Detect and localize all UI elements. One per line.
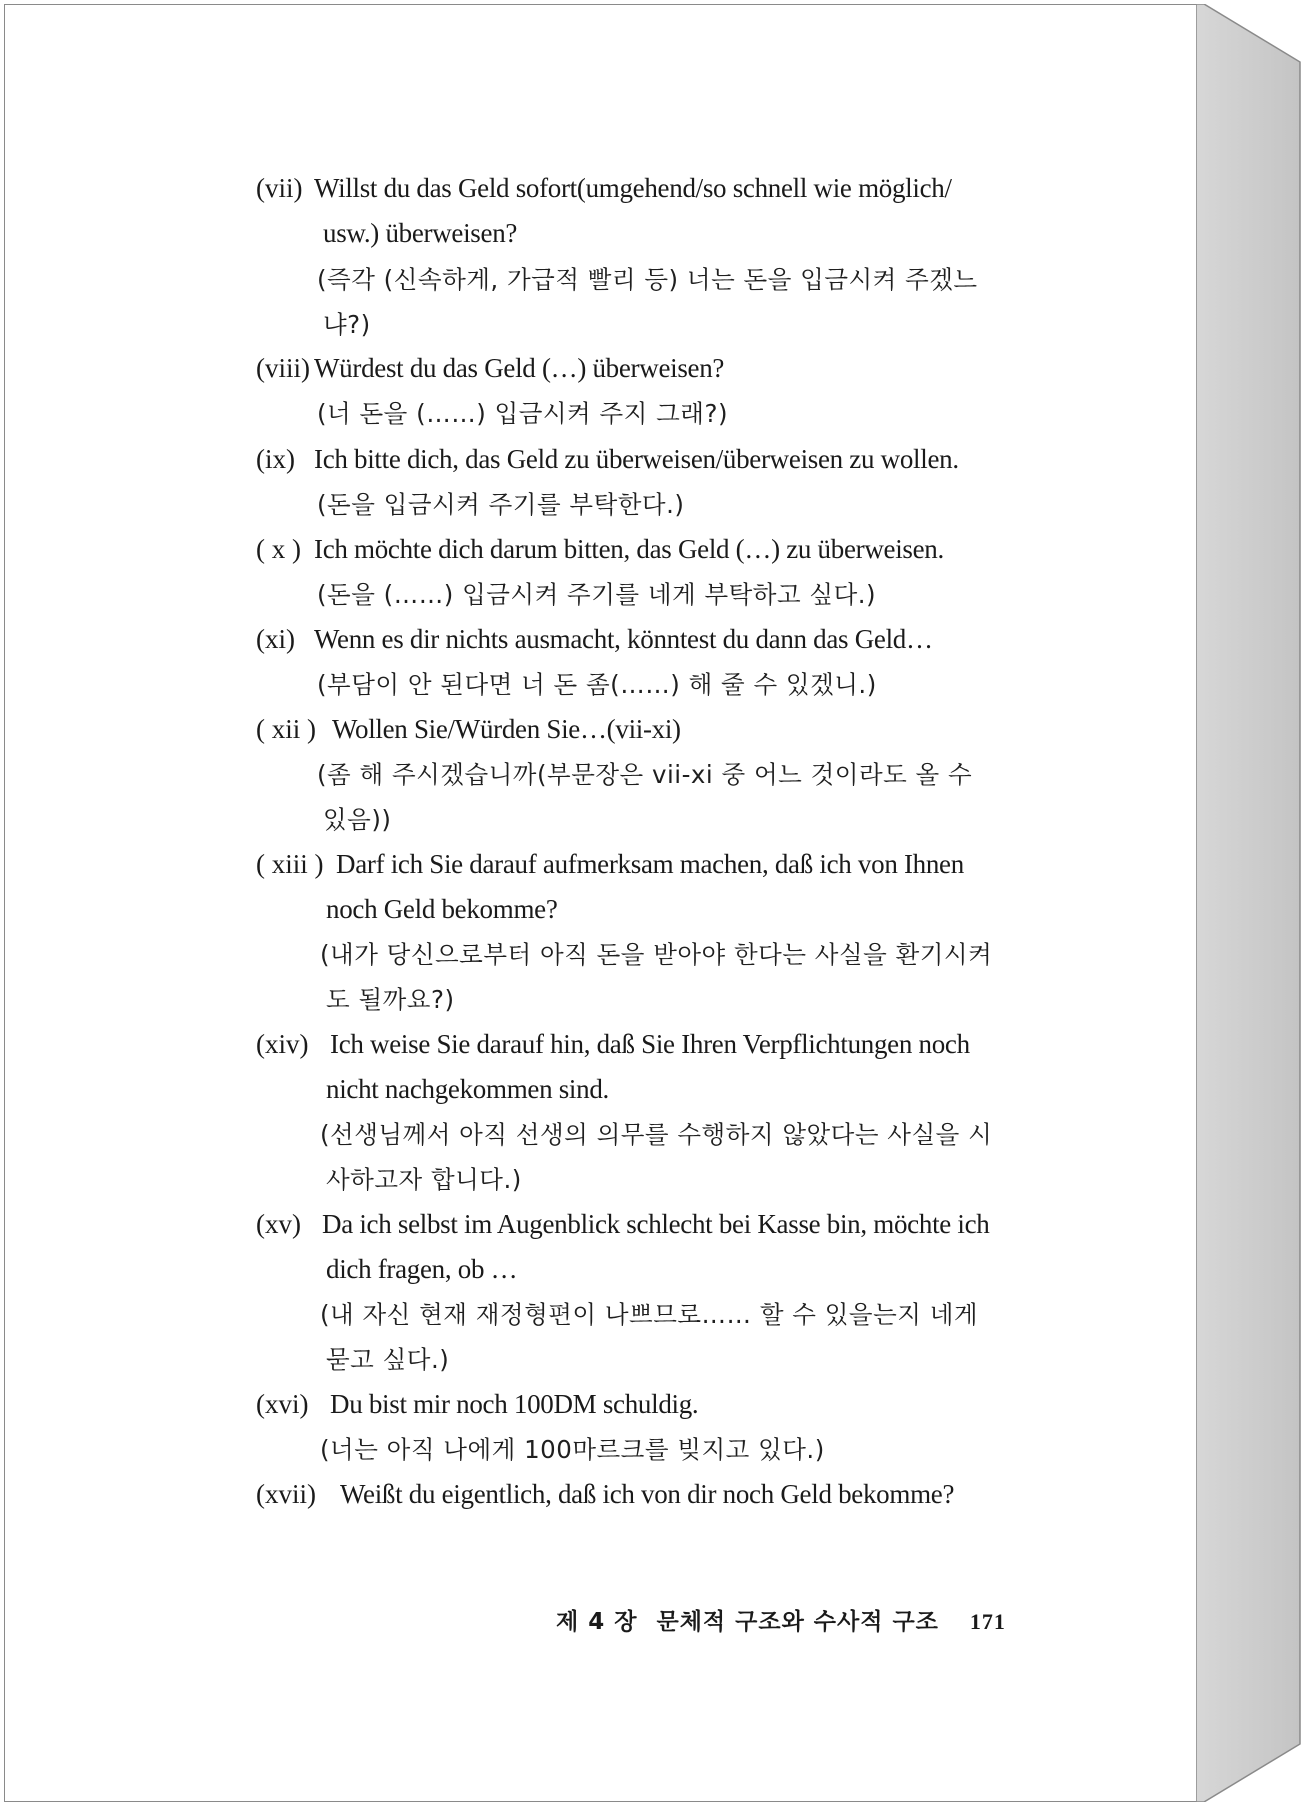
entry-number: (xv) [256, 1209, 301, 1239]
entry-number: ( x ) [256, 534, 301, 564]
page-number: 171 [969, 1609, 1006, 1634]
entry-number: (viii) [256, 353, 310, 383]
german-sentence: Ich weise Sie darauf hin, daß Sie Ihren Verpflichtungen noch [330, 1029, 970, 1059]
korean-translation: (너는 아직 나에게 100마르크를 빚지고 있다.) [320, 1435, 825, 1464]
german-sentence: Willst du das Geld sofort(umgehend/so schnell wie möglich/ [314, 173, 952, 203]
entry-number: (vii) [256, 173, 303, 203]
korean-translation: (돈을 (……) 입금시켜 주기를 네게 부탁하고 싶다.) [317, 580, 877, 609]
entry-number: (xvi) [256, 1389, 309, 1419]
book-page-edge [1196, 4, 1304, 1802]
korean-translation: 냐?) [323, 310, 371, 339]
korean-translation: (즉각 (신속하게, 가급적 빨리 등) 너는 돈을 입금시켜 주겠느 [317, 265, 978, 294]
chapter-title: 문체적 구조와 수사적 구조 [656, 1609, 939, 1635]
german-sentence: Wenn es dir nichts ausmacht, könntest du dann das Geld… [314, 624, 933, 654]
german-sentence: Da ich selbst im Augenblick schlecht bei Kasse bin, möchte ich [322, 1209, 990, 1239]
korean-translation: 사하고자 합니다.) [326, 1165, 522, 1194]
german-sentence: Wollen Sie/Würden Sie…(vii-xi) [332, 714, 681, 744]
german-sentence: Du bist mir noch 100DM schuldig. [330, 1389, 699, 1419]
entry-number: ( xii ) [256, 714, 316, 744]
german-sentence: Darf ich Sie darauf aufmerksam machen, daß ich von Ihnen [336, 849, 964, 879]
korean-translation: (돈을 입금시켜 주기를 부탁한다.) [317, 490, 685, 519]
entry-number: (ix) [256, 444, 295, 474]
german-sentence: noch Geld bekomme? [326, 894, 558, 924]
korean-translation: (좀 해 주시겠습니까(부문장은 vii-xi 중 어느 것이라도 올 수 [317, 760, 973, 789]
german-sentence: dich fragen, ob … [326, 1254, 518, 1284]
german-sentence: Weißt du eigentlich, daß ich von dir noch Geld bekomme? [340, 1479, 955, 1509]
german-sentence: usw.) überweisen? [323, 218, 518, 248]
german-sentence: Ich bitte dich, das Geld zu überweisen/überweisen zu wollen. [314, 444, 959, 474]
korean-translation: (너 돈을 (……) 입금시켜 주지 그래?) [317, 399, 729, 428]
german-sentence: Würdest du das Geld (…) überweisen? [314, 353, 725, 383]
german-sentence: Ich möchte dich darum bitten, das Geld (…) zu überweisen. [314, 534, 944, 564]
page-footer [556, 1603, 1006, 1636]
korean-translation: 묻고 싶다.) [326, 1345, 450, 1374]
entry-number: ( xiii ) [256, 849, 324, 879]
korean-translation: 있음)) [323, 805, 392, 834]
korean-translation: 도 될까요?) [326, 985, 455, 1014]
chapter-label: 제 4 장 [556, 1609, 638, 1635]
korean-translation: (내 자신 현재 재정형편이 나쁘므로…… 할 수 있을는지 네게 [320, 1300, 979, 1329]
korean-translation: (선생님께서 아직 선생의 의무를 수행하지 않았다는 사실을 시 [320, 1120, 993, 1149]
entry-number: (xi) [256, 624, 295, 654]
korean-translation: (부담이 안 된다면 너 돈 좀(……) 해 줄 수 있겠니.) [317, 670, 877, 699]
entry-number: (xvii) [256, 1479, 316, 1509]
entry-number: (xiv) [256, 1029, 309, 1059]
german-sentence: nicht nachgekommen sind. [326, 1074, 609, 1104]
korean-translation: (내가 당신으로부터 아직 돈을 받아야 한다는 사실을 환기시켜 [320, 940, 993, 969]
